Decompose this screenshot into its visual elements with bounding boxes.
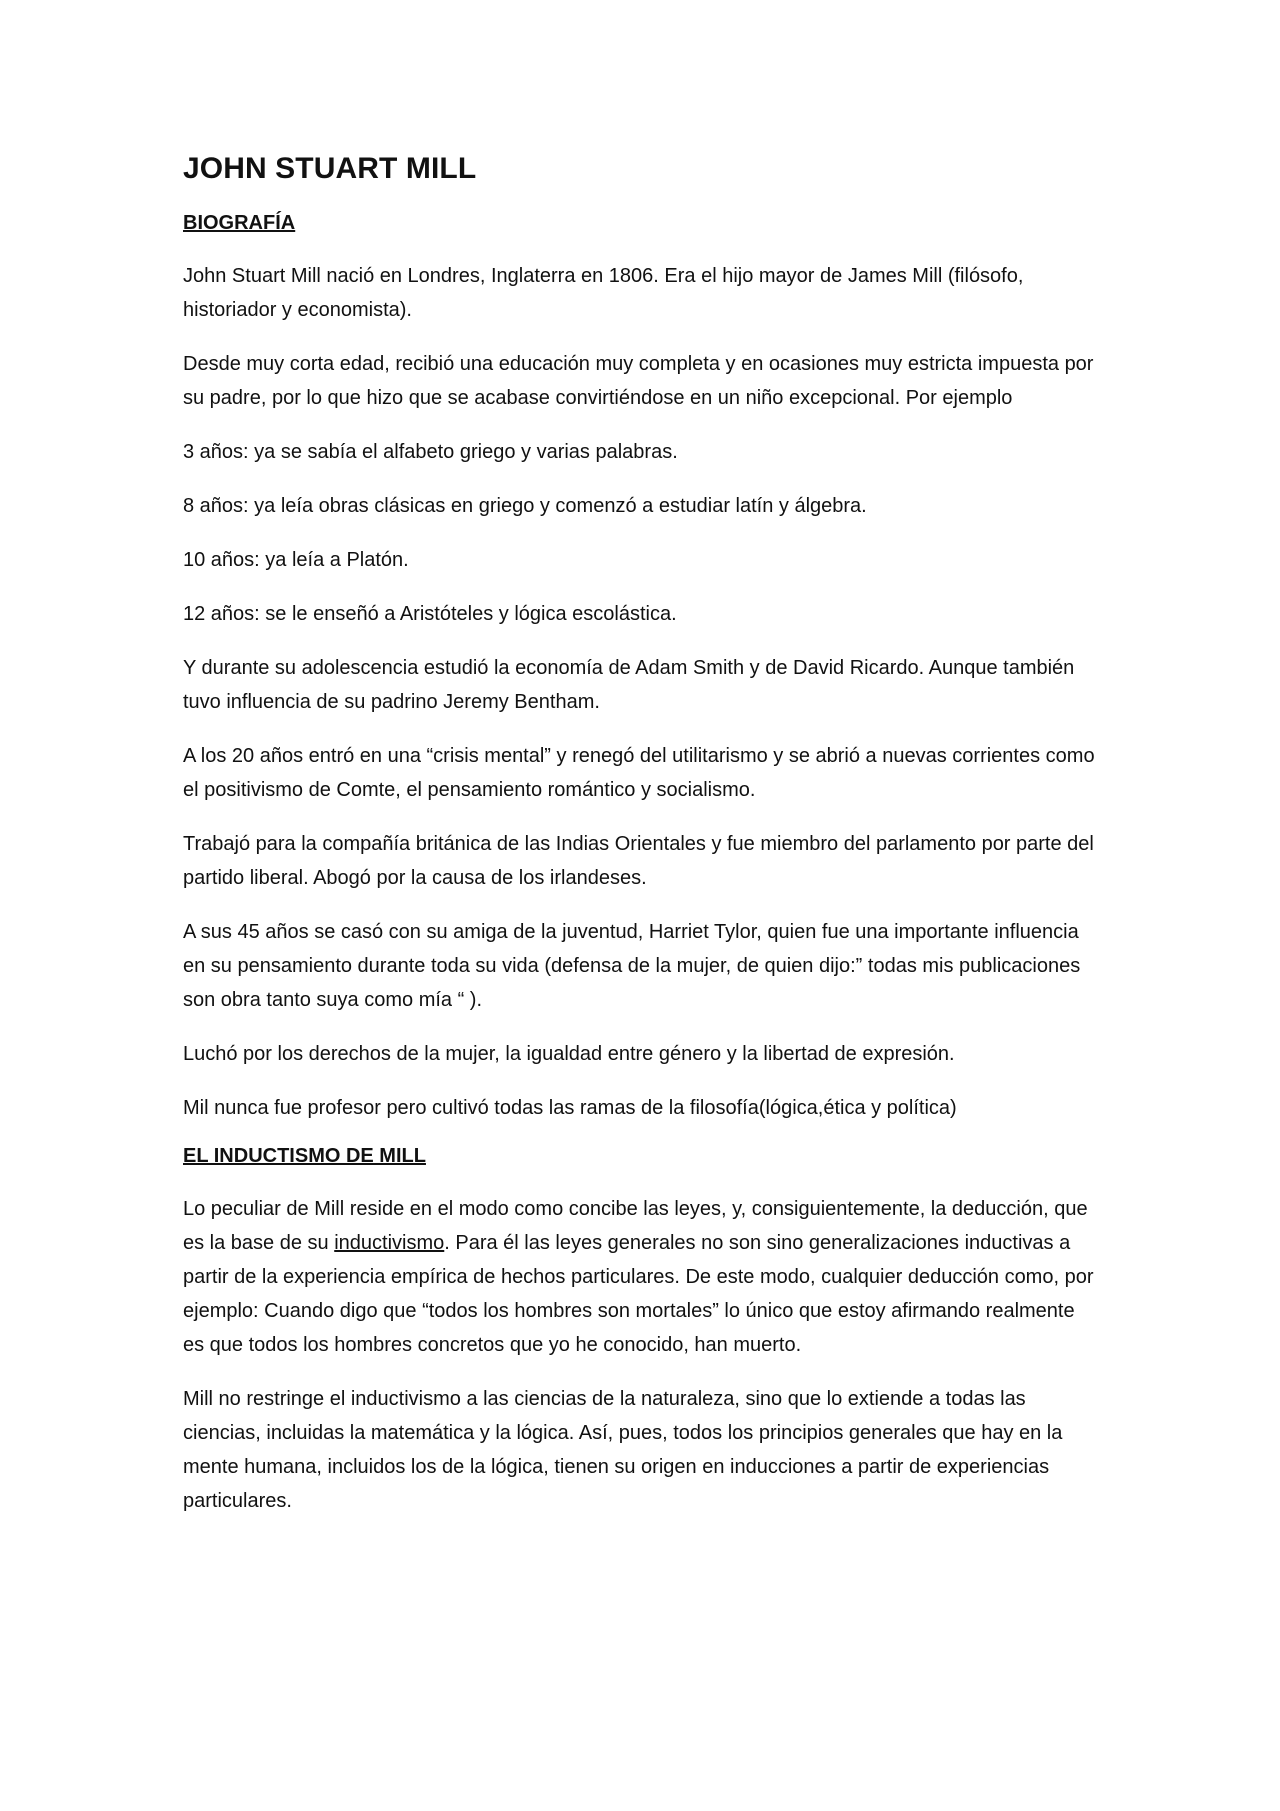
paragraph: 10 años: ya leía a Platón. xyxy=(183,549,409,571)
paragraph: 3 años: ya se sabía el alfabeto griego y varias palabras. xyxy=(183,441,678,463)
paragraph: A los 20 años entró en una “crisis mental” y renegó del utilitarismo y se abrió a nuevas corrientes como el positivismo de Comte, el pensamiento romántico y socialismo. xyxy=(183,745,1095,801)
paragraph: A sus 45 años se casó con su amiga de la juventud, Harriet Tylor, quien fue una importante influencia en su pensamiento durante toda su vida (defensa de la mujer, de quien dijo:” todas mis publicaciones son obra tanto suya como mía “ ). xyxy=(183,921,1081,1011)
section-heading-biografia: BIOGRAFÍA xyxy=(183,212,296,234)
paragraph: Mil nunca fue profesor pero cultivó todas las ramas de la filosofía(lógica,ética y política) xyxy=(183,1097,957,1119)
paragraph-inductivismo xyxy=(183,1192,1100,1362)
paragraph: Trabajó para la compañía británica de las Indias Orientales y fue miembro del parlamento por parte del partido liberal. Abogó por la causa de los irlandeses. xyxy=(183,833,1094,889)
document-title: JOHN STUART MILL xyxy=(183,152,477,185)
paragraph: Luchó por los derechos de la mujer, la igualdad entre género y la libertad de expresión. xyxy=(183,1043,955,1065)
paragraph: Y durante su adolescencia estudió la economía de Adam Smith y de David Ricardo. Aunque también tuvo influencia de su padrino Jeremy Bentham. xyxy=(183,657,1075,713)
inductivismo-underlined-term: inductivismo xyxy=(334,1232,445,1254)
section-heading-inductismo: EL INDUCTISMO DE MILL xyxy=(183,1145,426,1167)
paragraph: Desde muy corta edad, recibió una educación muy completa y en ocasiones muy estricta impuesta por su padre, por lo que hizo que se acabase convirtiéndose en un niño excepcional. Por ejemplo xyxy=(183,353,1094,409)
paragraph: 12 años: se le enseñó a Aristóteles y lógica escolástica. xyxy=(183,603,677,625)
paragraph: Mill no restringe el inductivismo a las ciencias de la naturaleza, sino que lo extiende a todas las ciencias, incluidas la matemática y la lógica. Así, pues, todos los principios generales que hay en la mente humana, incluidos los de la lógica, tienen su origen en inducciones a partir de experiencias particulares. xyxy=(183,1388,1063,1512)
paragraph-text: . Para él las leyes generales no son sino generalizaciones inductivas a partir de la experiencia empírica de hechos particulares. De este modo, cualquier deducción como, por ejemplo: Cuando digo que “todos los hombres son mortales” lo único que estoy afirmando realmente es que todos los hombres concretos que yo he conocido, han muerto. xyxy=(183,1232,1094,1356)
paragraph-text: Lo peculiar de Mill reside en el modo como concibe las leyes, y, consiguientemente, la deducción, que es la base de su xyxy=(183,1198,1088,1254)
paragraph: John Stuart Mill nació en Londres, Inglaterra en 1806. Era el hijo mayor de James Mill (filósofo, historiador y economista). xyxy=(183,265,1024,321)
paragraph: 8 años: ya leía obras clásicas en griego y comenzó a estudiar latín y álgebra. xyxy=(183,495,867,517)
